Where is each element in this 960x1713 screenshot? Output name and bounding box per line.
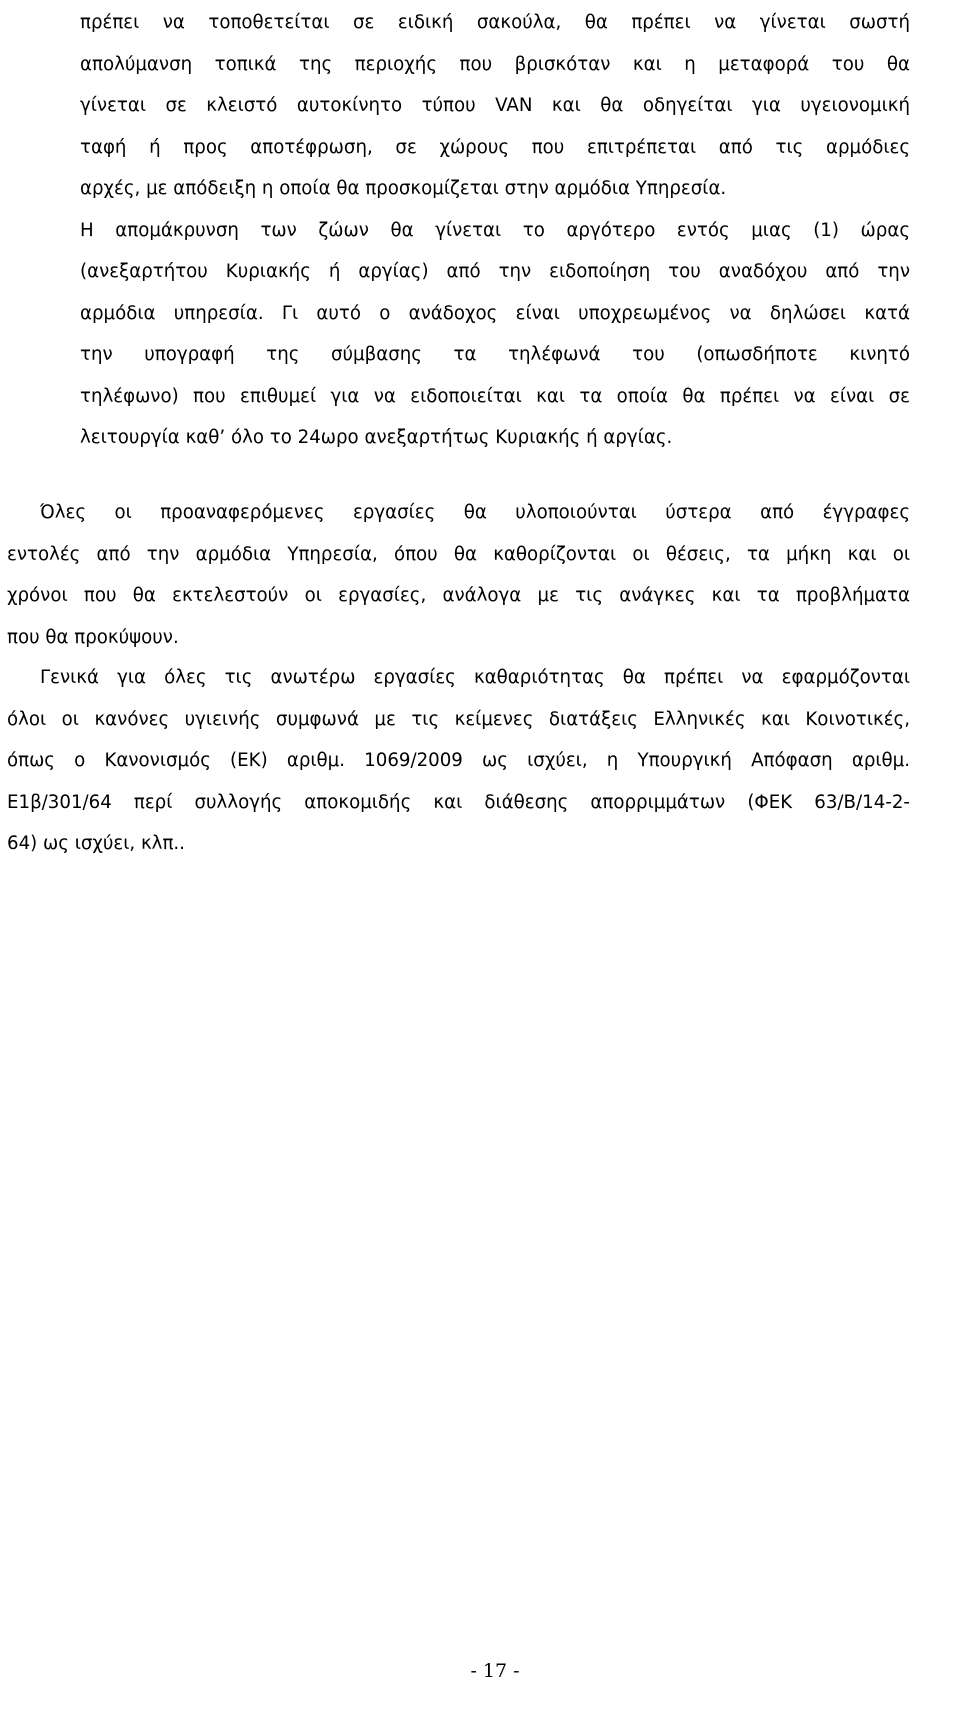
text-line: την υπογραφή της σύμβασης τα τηλέφωνά του (οπωσδήποτε κινητό bbox=[80, 344, 910, 365]
text-line: λειτουργία καθ’ όλο το 24ωρο ανεξαρτήτως Κυριακής ή αργίας. bbox=[80, 427, 673, 448]
text-line: που θα προκύψουν. bbox=[7, 626, 179, 648]
text-line: τηλέφωνο) που επιθυμεί για να ειδοποιείται και τα οποία θα πρέπει να είναι σε bbox=[80, 385, 910, 407]
text-line: εντολές από την αρμόδια Υπηρεσία, όπου θα καθορίζονται οι θέσεις, τα μήκη και οι bbox=[7, 543, 910, 565]
text-line: αρμόδια υπηρεσία. Γι αυτό ο ανάδοχος είναι υποχρεωμένος να δηλώσει κατά bbox=[80, 302, 910, 324]
text-line: Η απομάκρυνση των ζώων θα γίνεται το αργότερο εντός μιας (1) ώρας bbox=[80, 219, 910, 241]
text-line: όλοι οι κανόνες υγιεινής συμφωνά με τις κείμενες διατάξεις Ελληνικές και Κοινοτικές, bbox=[7, 708, 910, 730]
text-line: 64) ως ισχύει, κλπ.. bbox=[7, 833, 185, 854]
page-number: - 17 - bbox=[470, 1660, 520, 1682]
text-line: όπως ο Κανονισμός (ΕΚ) αριθμ. 1069/2009 ως ισχύει, η Υπουργική Απόφαση αριθμ. bbox=[7, 750, 910, 771]
paragraph-animal-removal bbox=[80, 2, 910, 459]
text-line: γίνεται σε κλειστό αυτοκίνητο τύπου VAN και θα οδηγείται για υγειονομική bbox=[80, 95, 910, 116]
text-line: αρχές, με απόδειξη η οποία θα προσκομίζεται στην αρμόδια Υπηρεσία. bbox=[80, 178, 727, 199]
text-line: απολύμανση τοπικά της περιοχής που βρισκόταν και η μεταφορά του θα bbox=[80, 53, 910, 75]
text-line: χρόνοι που θα εκτελεστούν οι εργασίες, ανάλογα με τις ανάγκες και τα προβλήματα bbox=[7, 585, 910, 606]
text-line: ταφή ή προς αποτέφρωση, σε χώρους που επιτρέπεται από τις αρμόδιες bbox=[80, 136, 910, 158]
paragraph-work-orders bbox=[7, 492, 910, 658]
text-line: Γενικά για όλες τις ανωτέρω εργασίες καθαριότητας θα πρέπει να εφαρμόζονται bbox=[40, 667, 910, 688]
paragraph-hygiene-rules bbox=[7, 657, 910, 865]
text-line: Ε1β/301/64 περί συλλογής αποκομιδής και διάθεσης απορριμμάτων (ΦΕΚ 63/Β/14-2- bbox=[7, 791, 910, 813]
page-footer bbox=[0, 1659, 960, 1683]
text-line: Όλες οι προαναφερόμενες εργασίες θα υλοποιούνται ύστερα από έγγραφες bbox=[40, 502, 910, 523]
text-line: (ανεξαρτήτου Κυριακής ή αργίας) από την ειδοποίηση του αναδόχου από την bbox=[80, 261, 910, 282]
text-line: πρέπει να τοποθετείται σε ειδική σακούλα, θα πρέπει να γίνεται σωστή bbox=[80, 12, 910, 33]
